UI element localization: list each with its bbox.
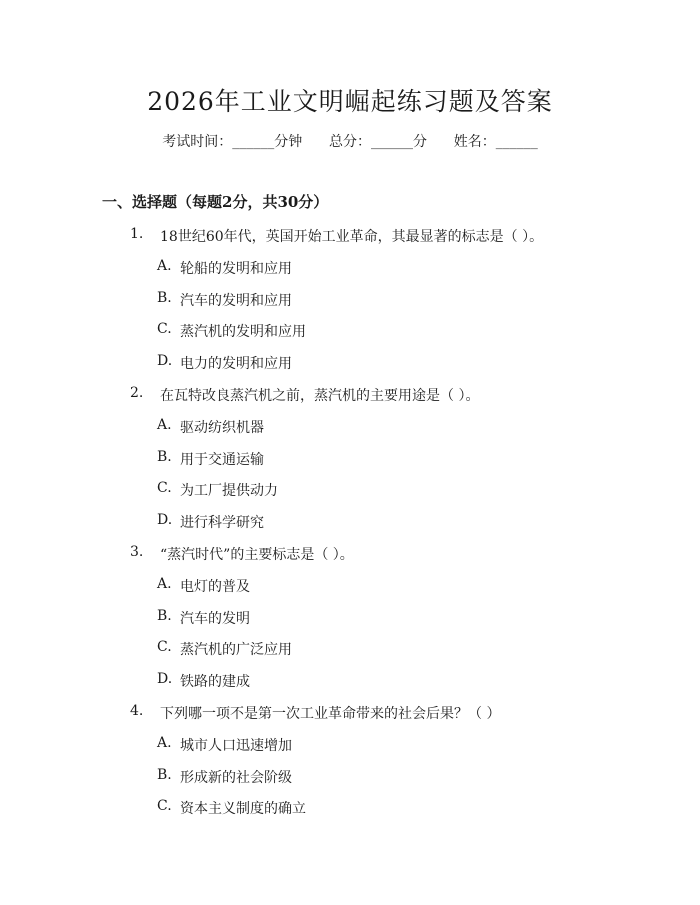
option-letter: A. — [157, 734, 172, 751]
option-text: 汽车的发明和应用 — [180, 292, 292, 309]
option-letter: A. — [157, 575, 172, 592]
option-letter: A. — [157, 416, 172, 433]
option-text: 电灯的普及 — [180, 578, 250, 595]
option-text: 城市人口迅速增加 — [180, 737, 292, 754]
option-letter: B. — [157, 448, 172, 465]
option-letter: B. — [157, 289, 172, 306]
option-text: 为工厂提供动力 — [180, 483, 278, 500]
option-text: 进行科学研究 — [180, 515, 264, 532]
name-field: 姓名：______ — [453, 134, 538, 150]
option-letter: C. — [157, 321, 172, 338]
question-number: 1. — [130, 226, 144, 242]
question-text: 18世纪60年代，英国开始工业革命，其最显著的标志是（ ）。 — [160, 229, 544, 245]
question-text: 下列哪一项不是第一次工业革命带来的社会后果？（ ） — [160, 706, 501, 722]
exam-time-field: 考试时间：______分钟 — [162, 134, 303, 150]
exam-meta — [0, 131, 700, 151]
question-text: 在瓦特改良蒸汽机之前，蒸汽机的主要用途是（ ）。 — [160, 388, 480, 404]
option-text: 驱动纺织机器 — [180, 419, 264, 436]
page-title: 2026年工业文明崛起练习题及答案 — [147, 87, 553, 116]
option-letter: A. — [157, 257, 172, 274]
option-text: 铁路的建成 — [180, 674, 250, 691]
question-number: 4. — [130, 703, 144, 719]
option-letter: D. — [157, 353, 173, 370]
section-heading: 一、选择题（每题2分，共30分） — [102, 193, 329, 211]
option-letter: C. — [157, 480, 172, 497]
question-text: “蒸汽时代”的主要标志是（ ）。 — [160, 547, 354, 563]
option-letter: C. — [157, 639, 172, 656]
option-letter: D. — [157, 671, 173, 688]
option-letter: B. — [157, 607, 172, 624]
option-text: 形成新的社会阶级 — [180, 769, 292, 786]
option-letter: C. — [157, 798, 172, 815]
option-letter: B. — [157, 766, 172, 783]
question-number: 2. — [130, 385, 144, 401]
question-number: 3. — [130, 544, 144, 560]
option-text: 蒸汽机的发明和应用 — [180, 324, 306, 341]
option-text: 资本主义制度的确立 — [180, 801, 306, 818]
option-text: 用于交通运输 — [180, 451, 264, 468]
option-text: 蒸汽机的广泛应用 — [180, 642, 292, 659]
option-text: 汽车的发明 — [180, 610, 250, 627]
option-text: 轮船的发明和应用 — [180, 260, 292, 277]
option-text: 电力的发明和应用 — [180, 356, 292, 373]
option-letter: D. — [157, 512, 173, 529]
total-score-field: 总分：______分 — [329, 134, 427, 150]
